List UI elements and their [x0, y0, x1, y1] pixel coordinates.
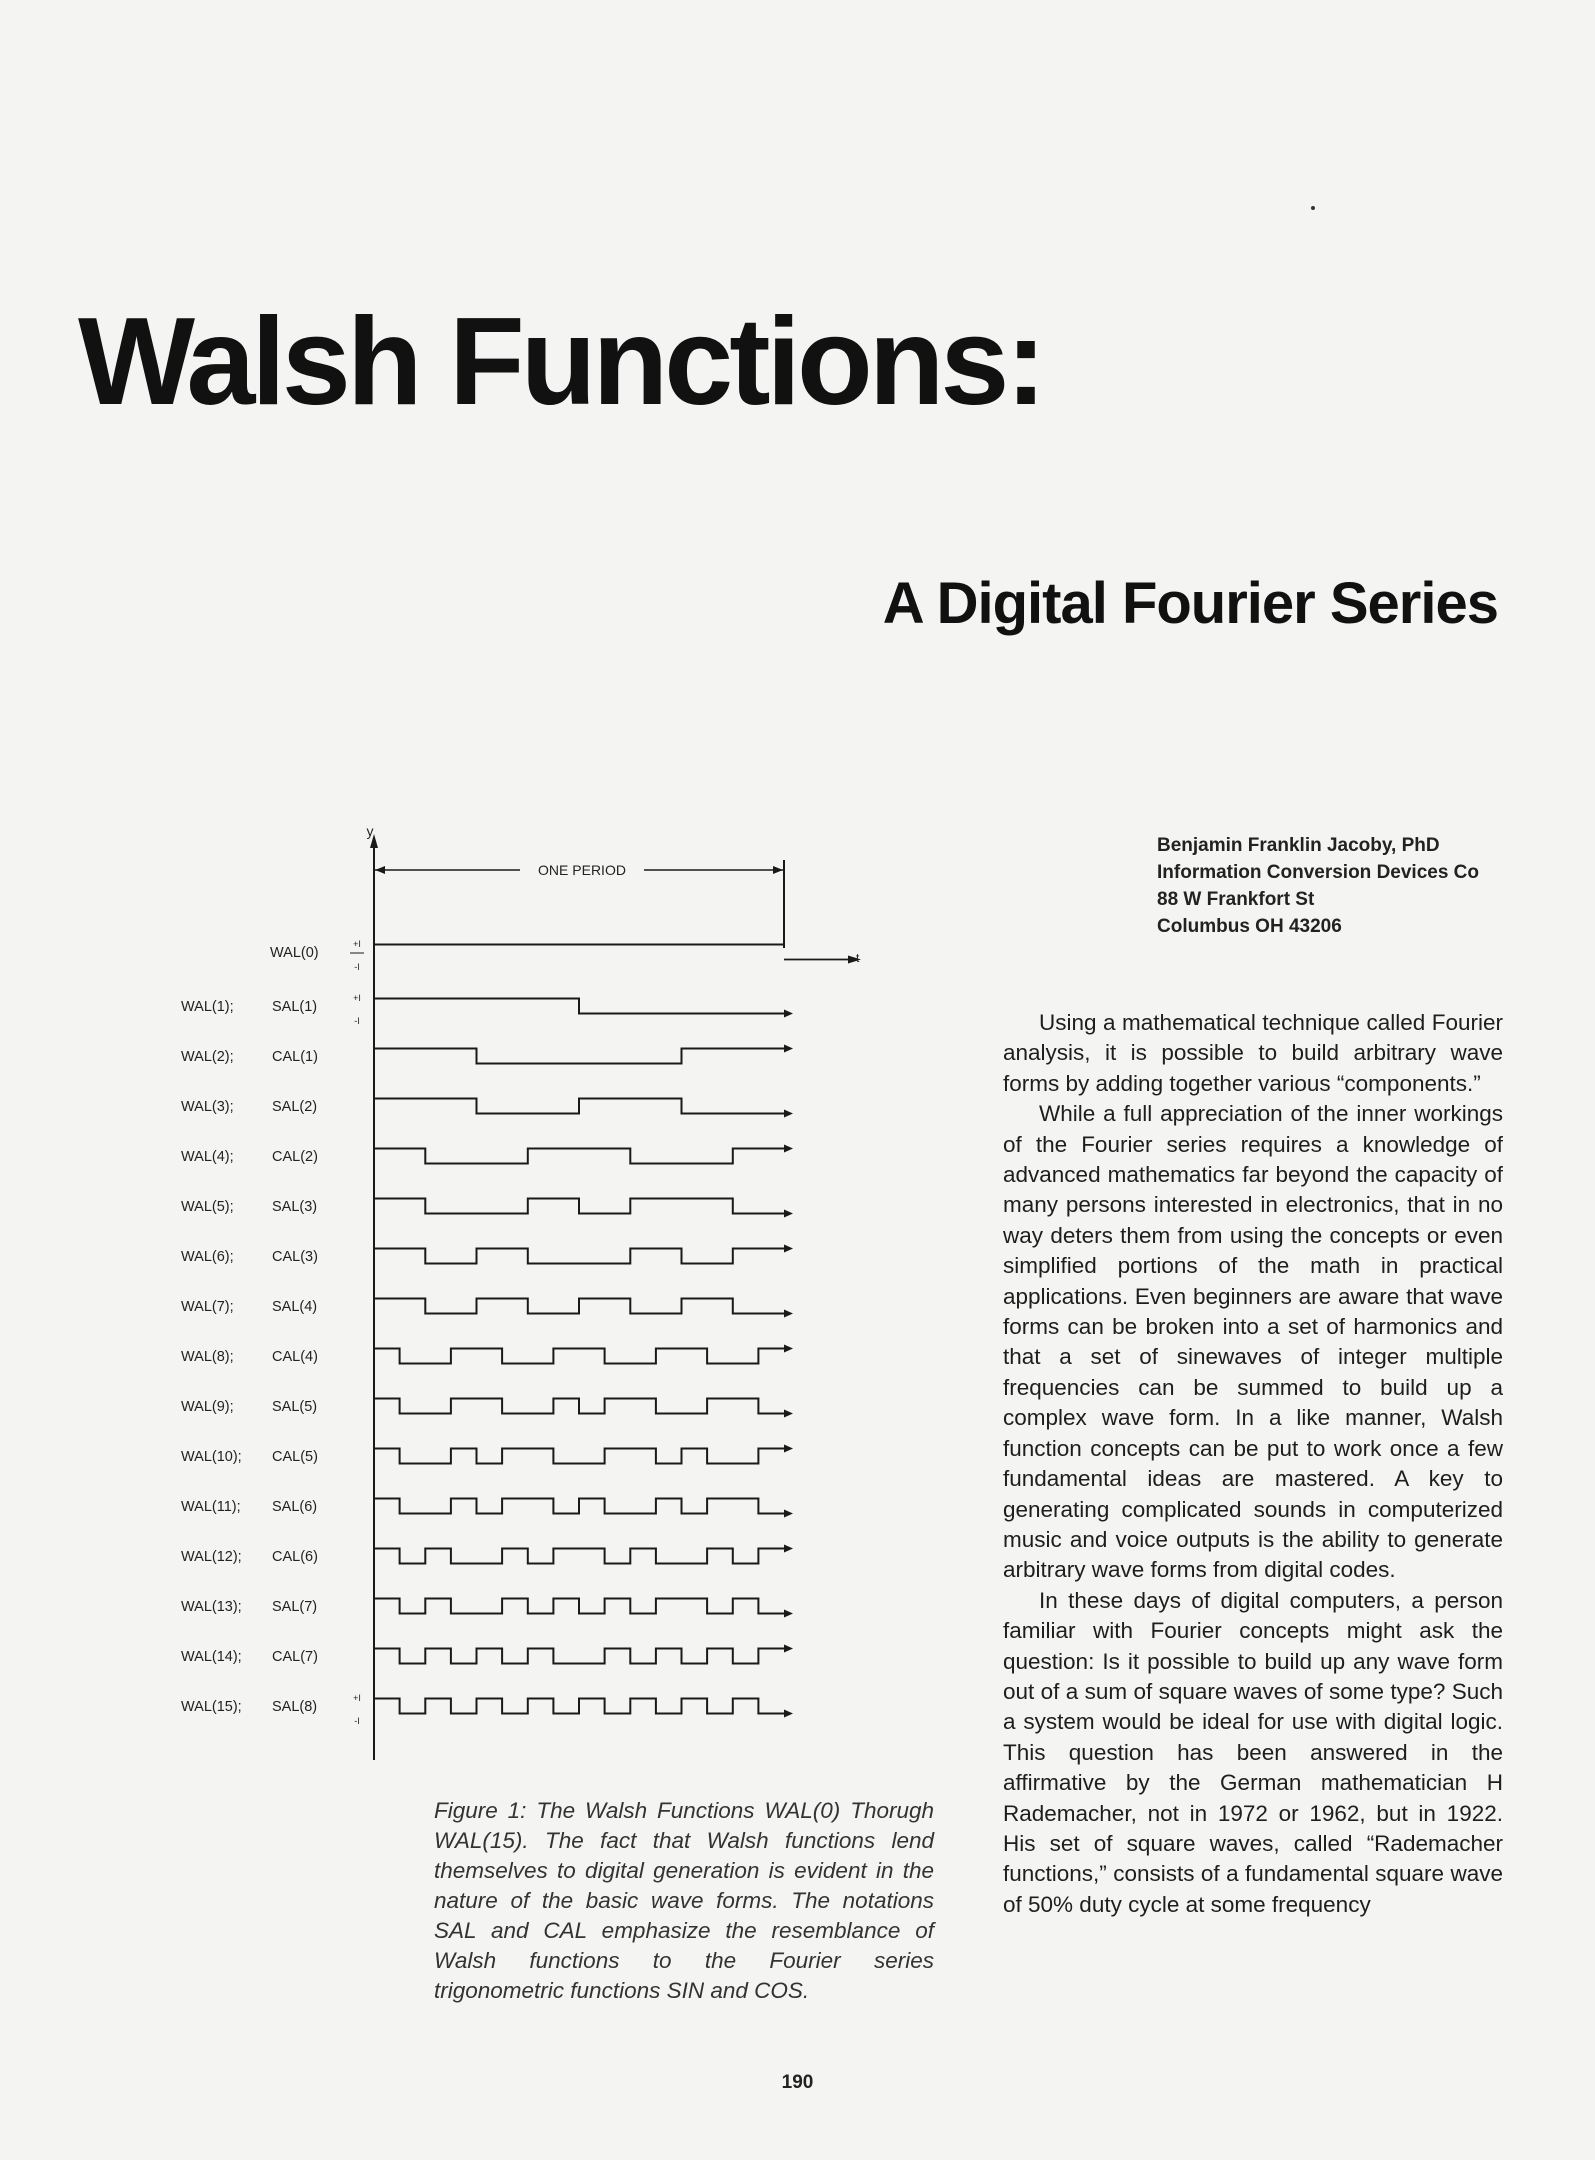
speck-mark: [1311, 206, 1315, 210]
waveform-4: [374, 1149, 784, 1164]
row-label-2: WAL(2); CAL(1): [181, 1049, 318, 1065]
plus-one-label-c: +I: [353, 1693, 361, 1703]
waveform-1: [374, 999, 784, 1014]
row-label-8: WAL(8); CAL(4): [181, 1349, 318, 1365]
row-label-5: WAL(5); SAL(3): [181, 1199, 318, 1215]
row-label-15: WAL(15); SAL(8): [181, 1699, 318, 1715]
waveform-2: [374, 1049, 784, 1064]
author-block: [1157, 832, 1517, 940]
waveform-arrow-13: [784, 1610, 793, 1618]
row-label-7: WAL(7); SAL(4): [181, 1299, 318, 1315]
row-label-3: WAL(3); SAL(2): [181, 1099, 318, 1115]
body-paragraph: While a full appreciation of the inner workings of the Fourier series requires a knowledge of advanced mathematics far beyond the capacity of many persons interested in electronics, that in no way deters them from using the concepts or even simplified portions of the math in practical applications. Even beginners are aware that wave forms can be broken into a set of harmonics and that a set of sinewaves of integer multiple frequencies can be summed to build up a complex wave form. In a like manner, Walsh function concepts can be put to work once a few fundamental ideas are mastered. A key to generating complicated sounds in computerized music and voice outputs is the ability to generate arbitrary wave forms from digital codes.: [1003, 1101, 1503, 1583]
walsh-functions-figure: [0, 820, 880, 1780]
waveform-13: [374, 1599, 784, 1614]
waveform-arrow-4: [784, 1145, 793, 1153]
waveform-10: [374, 1449, 784, 1464]
waveform-arrow-10: [784, 1445, 793, 1453]
period-label: ONE PERIOD: [538, 862, 626, 878]
y-axis-label: y: [366, 823, 374, 839]
waveform-15: [374, 1699, 784, 1714]
waveform-3: [374, 1099, 784, 1114]
period-arrow-right: [773, 866, 783, 874]
minus-one-label-c: -I: [354, 1716, 360, 1726]
waveform-5: [374, 1199, 784, 1214]
t-axis-label: t: [856, 951, 860, 965]
author-name: Benjamin Franklin Jacoby, PhD: [1157, 835, 1440, 856]
waveform-arrow-3: [784, 1110, 793, 1118]
author-street: 88 W Frankfort St: [1157, 889, 1315, 910]
row-label-0: WAL(0): [270, 945, 319, 961]
waveform-12: [374, 1549, 784, 1564]
waveform-arrow-11: [784, 1510, 793, 1518]
waveform-8: [374, 1349, 784, 1364]
figure-caption: Figure 1: The Walsh Functions WAL(0) Thorugh WAL(15). The fact that Walsh functions lend themselves to digital generation is evident in the nature of the basic wave forms. The notations SAL and CAL emphasize the resemblance of Walsh functions to the Fourier series trigonometric functions SIN and COS.: [434, 1798, 934, 2003]
waveform-arrow-1: [784, 1010, 793, 1018]
waveform-arrow-7: [784, 1310, 793, 1318]
waveform-arrow-2: [784, 1045, 793, 1053]
waveform-arrow-6: [784, 1245, 793, 1253]
plus-one-label-b: +I: [353, 993, 361, 1003]
plus-one-label-a: +I: [353, 939, 361, 949]
row-label-14: WAL(14); CAL(7): [181, 1649, 318, 1665]
row-label-10: WAL(10); CAL(5): [181, 1449, 318, 1465]
waveform-arrow-12: [784, 1545, 793, 1553]
body-paragraph: In these days of digital computers, a person familiar with Fourier concepts might ask the question: Is it possible to build up any wave form out of a sum of square waves of some type? Such a system would be ideal for use with digital logic. This question has been answered in the affirmative by the German mathematician H Rademacher, not in 1972 or 1962, but in 1922. His set of square waves, called “Rademacher functions,” consists of a fundamental square wave of 50% duty cycle at some frequency: [1003, 1587, 1503, 1917]
minus-one-label-b: -I: [354, 1016, 360, 1026]
article-title: Walsh Functions:: [78, 293, 1043, 431]
waveform-arrow-15: [784, 1710, 793, 1718]
row-label-13: WAL(13); SAL(7): [181, 1599, 318, 1615]
period-arrow-left: [375, 866, 385, 874]
article-subtitle: A Digital Fourier Series: [882, 571, 1498, 636]
row-label-12: WAL(12); CAL(6): [181, 1549, 318, 1565]
row-label-4: WAL(4); CAL(2): [181, 1149, 318, 1165]
waveform-7: [374, 1299, 784, 1314]
page-number: 190: [781, 2072, 814, 2093]
waveform-9: [374, 1399, 784, 1414]
waveform-6: [374, 1249, 784, 1264]
row-label-1: WAL(1); SAL(1): [181, 999, 318, 1015]
waveform-arrow-14: [784, 1645, 793, 1653]
row-label-6: WAL(6); CAL(3): [181, 1249, 318, 1265]
author-city: Columbus OH 43206: [1157, 916, 1342, 937]
row-label-9: WAL(9); SAL(5): [181, 1399, 318, 1415]
author-organization: Information Conversion Devices Co: [1157, 862, 1480, 883]
waveform-arrow-8: [784, 1345, 793, 1353]
waveform-14: [374, 1649, 784, 1664]
article-body: [1003, 1008, 1503, 2038]
row-label-11: WAL(11); SAL(6): [181, 1499, 318, 1515]
body-paragraph: Using a mathematical technique called Fourier analysis, it is possible to build arbitrary wave forms by adding together various “components.”: [1003, 1010, 1503, 1096]
waveform-11: [374, 1499, 784, 1514]
minus-one-label-a: -I: [354, 962, 360, 972]
waveform-arrow-5: [784, 1210, 793, 1218]
waveform-arrow-9: [784, 1410, 793, 1418]
